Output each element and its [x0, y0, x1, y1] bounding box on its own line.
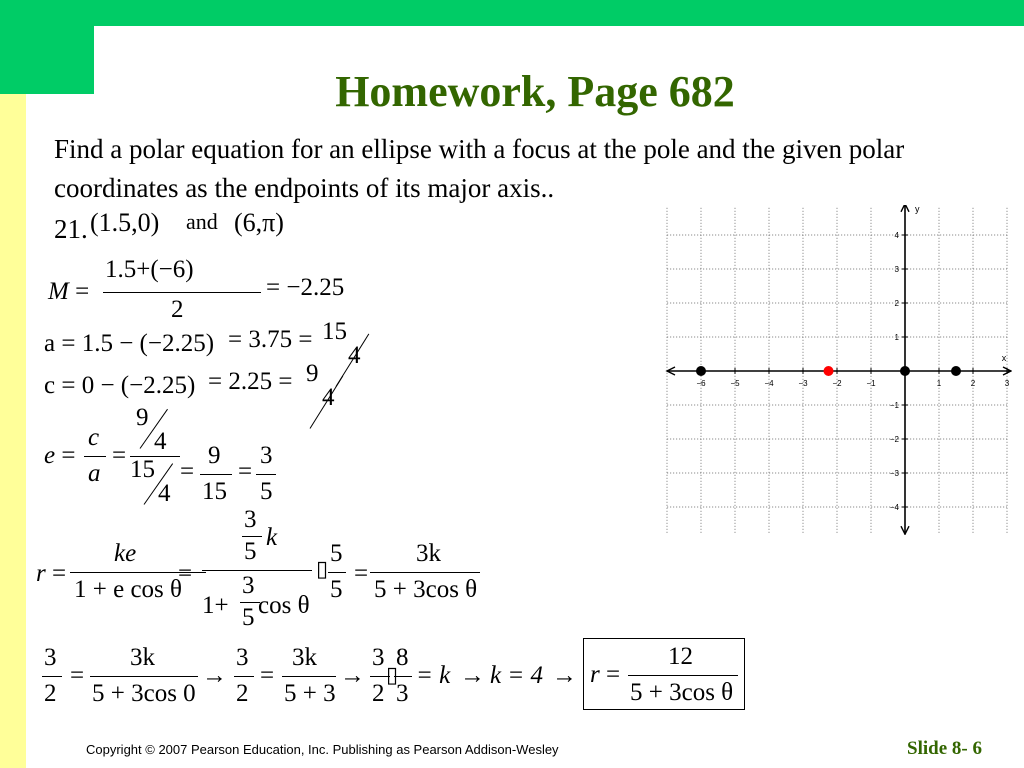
y-tick-label: 4 — [894, 231, 899, 240]
arrow-3: → — [460, 662, 485, 689]
k-f6-den: 3 — [396, 680, 409, 707]
side-strip — [0, 94, 26, 768]
k-f3-den: 2 — [236, 680, 249, 707]
r-mult-num: 5 — [330, 540, 343, 567]
x-tick-label: 2 — [970, 379, 976, 388]
e-eq-1: = — [112, 442, 127, 469]
r-mult-den: 5 — [330, 576, 343, 603]
k-equals: = k — [416, 662, 451, 689]
r-big-den-b: 5 — [242, 604, 255, 631]
k-f3-num: 3 — [236, 644, 249, 671]
e-inner-num-den: 4 — [154, 428, 167, 455]
x-tick-label: 3 — [1004, 379, 1010, 388]
y-tick-label: 1 — [894, 333, 899, 342]
copyright-footer: Copyright © 2007 Pearson Education, Inc. Publishing as Pearson Addison-Wesley — [86, 742, 559, 757]
k-f1-num: 3 — [44, 644, 57, 671]
problem-statement: Find a polar equation for an ellipse with a focus at the pole and the given polar coordinates as the endpoints of its major axis.. — [54, 134, 905, 203]
arrow-1: → — [202, 662, 227, 689]
a-expression: a = 1.5 − (−2.25) — [44, 330, 215, 357]
x-tick-label: −5 — [730, 379, 740, 388]
y-tick-label: −2 — [889, 435, 899, 444]
k-f4-den: 5 + 3 — [284, 680, 336, 707]
a-frac-num: 15 — [322, 318, 347, 345]
x-axis-label: x — [1001, 353, 1007, 363]
k-f5-den: 2 — [372, 680, 385, 707]
x-tick-label: −1 — [866, 379, 876, 388]
r-big-num-b: 5 — [244, 538, 257, 565]
c-value: = 2.25 = — [208, 368, 293, 395]
arrow-2: → — [340, 662, 365, 689]
answer-num: 12 — [668, 643, 693, 670]
x-tick-label: −2 — [832, 379, 842, 388]
problem-number: 21. — [54, 214, 88, 244]
polar-graph — [662, 205, 1012, 535]
x-tick-label: −3 — [798, 379, 808, 388]
k-result: k = 4 — [490, 662, 543, 689]
e-f4-den: 5 — [260, 478, 273, 505]
slide-number: Slide 8- 6 — [907, 738, 982, 759]
e-inner-den: 15 — [130, 456, 155, 483]
r-f1-num: ke — [114, 540, 137, 567]
endpoint-1: (1.5,0) — [90, 208, 160, 237]
answer-den: 5 + 3cos θ — [630, 679, 734, 706]
center-point — [824, 366, 834, 376]
slide-title: Homework, Page 682 — [335, 67, 735, 116]
k-f6-num: 8 — [396, 644, 409, 671]
plotted-point — [696, 366, 706, 376]
r-lhs: r = — [36, 560, 67, 587]
x-tick-label: −6 — [696, 379, 706, 388]
M-result: = −2.25 — [266, 274, 345, 301]
M-denominator: 2 — [171, 296, 184, 323]
k-f4-num: 3k — [292, 644, 317, 671]
y-tick-label: −3 — [889, 469, 899, 478]
arrow-4: → — [552, 662, 577, 689]
y-tick-label: 3 — [894, 265, 899, 274]
c-frac-den: 4 — [322, 384, 335, 411]
top-band — [0, 0, 1024, 26]
r-f4-num: 3k — [416, 540, 441, 567]
endpoint-2: (6,π) — [234, 208, 284, 237]
r-big-num-k: k — [266, 524, 278, 551]
plotted-point — [900, 366, 910, 376]
e-lhs: e = — [44, 442, 76, 469]
M-symbol: M — [48, 278, 69, 305]
a-frac-den: 4 — [348, 342, 361, 369]
y-axis-label: y — [915, 205, 920, 214]
missing-glyph-1: ▯ — [316, 556, 329, 581]
a-value: = 3.75 = — [228, 326, 313, 353]
r-big-num-a: 3 — [244, 506, 257, 533]
e-f3-den: 15 — [202, 478, 227, 505]
e-f3-num: 9 — [208, 442, 221, 469]
k-f2-den: 5 + 3cos 0 — [92, 680, 196, 707]
plotted-point — [951, 366, 961, 376]
r-big-den-cos: cos θ — [258, 592, 310, 619]
k-f2-num: 3k — [130, 644, 155, 671]
y-tick-label: −4 — [889, 503, 899, 512]
c-frac-num: 9 — [306, 360, 319, 387]
c-expression: c = 0 − (−2.25) — [44, 372, 196, 399]
answer-lhs: r = — [590, 661, 621, 688]
r-f4-den: 5 + 3cos θ — [374, 576, 478, 603]
r-big-den-a: 3 — [242, 572, 255, 599]
e-f1-den: a — [88, 460, 101, 487]
M-numerator: 1.5+(−6) — [105, 256, 194, 283]
e-f1-num: c — [88, 424, 100, 451]
k-f5-num: 3 — [372, 644, 385, 671]
e-inner-num: 9 — [136, 404, 149, 431]
connector-and: and — [186, 209, 218, 234]
e-inner-den-den: 4 — [158, 480, 171, 507]
x-tick-label: 1 — [936, 379, 942, 388]
x-tick-label: −4 — [764, 379, 774, 388]
y-tick-label: −1 — [889, 401, 899, 410]
k-f1-den: 2 — [44, 680, 57, 707]
r-big-den-1: 1+ — [202, 592, 229, 619]
missing-glyph-2: ▯ — [386, 662, 399, 687]
r-f1-den: 1 + e cos θ — [74, 576, 182, 603]
y-tick-label: 2 — [894, 299, 899, 308]
answer-box — [583, 638, 745, 710]
e-f4-num: 3 — [260, 442, 273, 469]
